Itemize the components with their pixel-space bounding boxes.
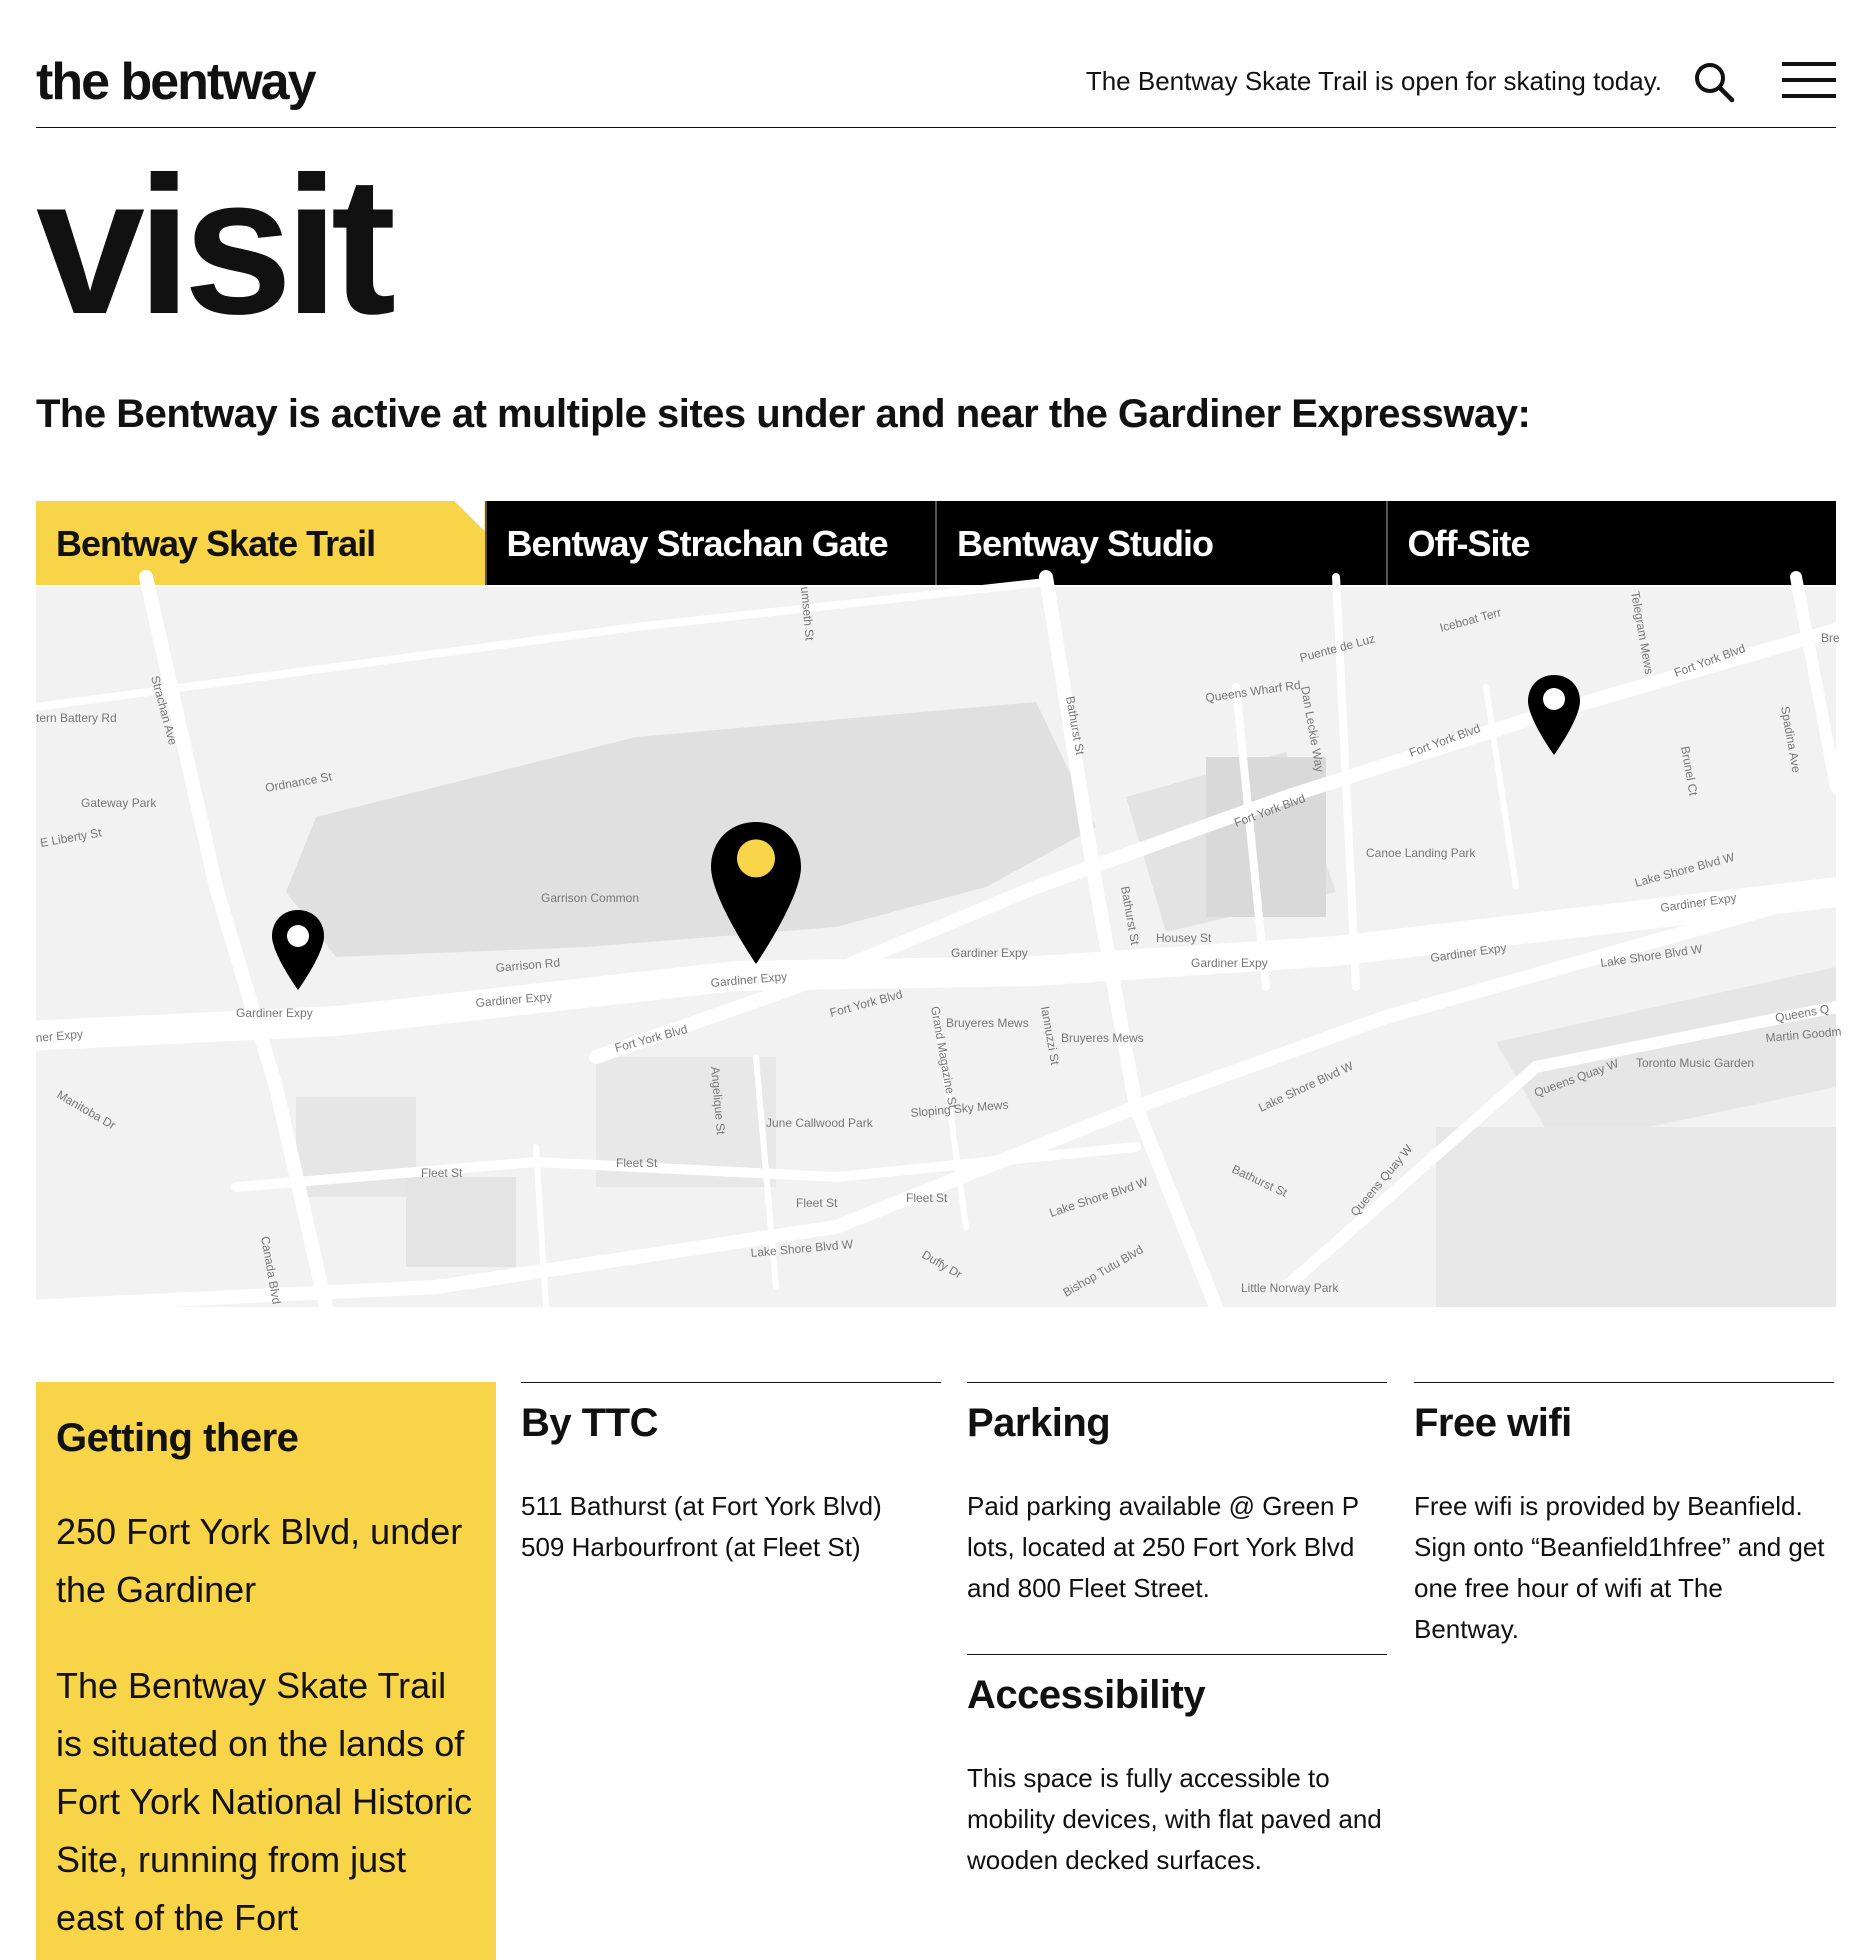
map-label-queens-quay-1: Queens Quay W	[1532, 1056, 1621, 1100]
map-label-gardiner-3: Gardiner Expy	[710, 969, 788, 990]
map-label-queens-wharf: Queens Wharf Rd	[1204, 677, 1302, 705]
map-label-bathurst-1: Bathurst St	[1063, 695, 1088, 756]
tab-bentway-skate-trail[interactable]: Bentway Skate Trail	[36, 501, 485, 585]
site-map[interactable]	[35, 586, 1843, 1307]
map-label-canoe-landing: Canoe Landing Park	[1366, 846, 1476, 860]
map-pin-studio[interactable]	[1528, 675, 1580, 755]
parking-text: Paid parking available @ Green P lots, located at 250 Fort York Blvd and 800 Fleet Street.	[967, 1491, 1359, 1603]
ttc-route-509: 509 Harbourfront (at Fleet St)	[521, 1532, 861, 1562]
map-label-lake-shore-4: Lake Shore Blvd W	[1047, 1174, 1150, 1220]
getting-there-card	[36, 1382, 496, 1960]
getting-there-address: 250 Fort York Blvd, under the Gardiner	[56, 1511, 463, 1610]
map-label-fleet-2: Fleet St	[616, 1156, 658, 1170]
map-pin-skate-trail[interactable]	[711, 822, 801, 964]
map-label-lumseth: umseth St	[798, 586, 817, 642]
map-label-queens-q: Queens Q	[1774, 1001, 1831, 1025]
accessibility-text: This space is fully accessible to mobility devices, with flat paved and wooden decked surfaces.	[967, 1763, 1382, 1875]
map-label-iannuzzi: Iannuzzi St	[1038, 1005, 1063, 1066]
map-pin-strachan-gate[interactable]	[272, 910, 324, 990]
intro-text: The Bentway is active at multiple sites under and near the Gardiner Expressway:	[36, 392, 1531, 436]
map-label-dan-leckie: Dan Leckie Way	[1298, 685, 1327, 774]
map-label-fort-york-3: Fort York Blvd	[1672, 641, 1748, 680]
accessibility-title: Accessibility	[967, 1673, 1206, 1717]
tab-bentway-strachan-gate[interactable]: Bentway Strachan Gate	[485, 501, 936, 585]
map-label-fleet-3: Fleet St	[796, 1196, 838, 1210]
map-road-garrison	[36, 582, 1046, 707]
map-label-ordnance: Ordnance St	[264, 769, 333, 795]
tab-off-site[interactable]: Off-Site	[1386, 501, 1837, 585]
map-label-lake-shore-5: Lake Shore Blvd W	[750, 1237, 854, 1260]
map-label-spadina: Spadina Ave	[1778, 705, 1804, 774]
map-label-gardiner-left: ner Expy	[35, 1026, 84, 1045]
parking-title: Parking	[967, 1401, 1111, 1445]
map-label-queens-quay-2: Queens Quay W	[1347, 1141, 1416, 1219]
hamburger-menu-icon[interactable]	[1782, 62, 1836, 98]
tab-bentway-studio[interactable]: Bentway Studio	[935, 501, 1386, 585]
ttc-section	[521, 1382, 941, 1568]
map-label-e-liberty: E Liberty St	[39, 825, 103, 850]
map-label-grand-magazine: Grand Magazine St	[928, 1005, 960, 1110]
map-label-gardiner-6: Gardiner Expy	[1429, 940, 1508, 965]
site-header	[36, 0, 1836, 128]
map-label-toronto-music: Toronto Music Garden	[1636, 1056, 1755, 1070]
map-road-spadina	[1796, 577, 1836, 787]
map-label-lake-shore-3: Lake Shore Blvd W	[1256, 1058, 1356, 1115]
wifi-title: Free wifi	[1414, 1401, 1572, 1445]
map-label-fort-york-4: Fort York Blvd	[613, 1022, 689, 1055]
map-label-fort-york-1: Fort York Blvd	[1232, 791, 1308, 830]
map-label-duffy: Duffy Dr	[919, 1247, 965, 1282]
map-label-manitoba: Manitoba Dr	[54, 1087, 119, 1133]
map-label-martin-goodman: Martin Goodm	[1765, 1024, 1843, 1045]
map-label-gardiner-1: Gardiner Expy	[236, 1006, 313, 1020]
map-label-garrison-rd: Garrison Rd	[495, 955, 561, 975]
map-label-bre: Bre	[1821, 631, 1840, 645]
map-label-fort-york-2: Fort York Blvd	[1407, 721, 1483, 760]
map-road-minor-3	[536, 1147, 546, 1307]
map-block-1	[1206, 757, 1326, 917]
map-label-gardiner-5: Gardiner Expy	[1191, 956, 1268, 970]
map-label-bishop-tutu: Bishop Tutu Blvd	[1060, 1242, 1146, 1300]
page-title: visit	[36, 136, 389, 355]
map-label-puente: Puente de Luz	[1298, 631, 1377, 665]
map-label-canada-blvd: Canada Blvd	[258, 1235, 284, 1306]
map-label-gardiner-7: Gardiner Expy	[1659, 890, 1738, 915]
map-block-2	[1436, 1127, 1836, 1307]
map-label-june-callwood: June Callwood Park	[766, 1116, 873, 1130]
ttc-route-511: 511 Bathurst (at Fort York Blvd)	[521, 1491, 882, 1521]
site-logo[interactable]: the bentway	[36, 53, 315, 111]
map-label-iceboat: Iceboat Terr	[1438, 605, 1503, 635]
map-label-housey: Housey St	[1156, 931, 1212, 945]
map-label-little-norway: Little Norway Park	[1241, 1281, 1339, 1295]
map-label-strachan: Strachan Ave	[148, 674, 181, 747]
getting-there-title: Getting there	[56, 1416, 299, 1460]
map-label-brunel: Brunel Ct	[1678, 745, 1701, 797]
map-label-lake-shore-2: Lake Shore Blvd W	[1599, 941, 1704, 970]
site-tabs	[36, 501, 1836, 585]
map-label-bruyeres-2: Bruyeres Mews	[1061, 1031, 1144, 1045]
map-road-minor-4	[1486, 687, 1516, 887]
map-label-bathurst-2: Bathurst St	[1118, 885, 1143, 946]
map-label-sloping-sky: Sloping Sky Mews	[910, 1097, 1009, 1120]
map-label-garrison-common: Garrison Common	[541, 891, 640, 905]
map-label-fort-york-5: Fort York Blvd	[828, 987, 904, 1020]
map-block-5	[406, 1177, 516, 1267]
map-label-bruyeres-1: Bruyeres Mews	[946, 1016, 1029, 1030]
map-label-bathurst-3: Bathurst St	[1229, 1162, 1290, 1200]
map-label-angelique: Angelique St	[708, 1066, 728, 1136]
map-label-gardiner-2: Gardiner Expy	[475, 989, 553, 1010]
map-label-fleet-4: Fleet St	[906, 1191, 948, 1205]
map-label-telegram: Telegram Mews	[1628, 590, 1657, 676]
map-label-western-battery: tern Battery Rd	[36, 711, 117, 725]
map-label-fleet-1: Fleet St	[421, 1166, 463, 1180]
ttc-routes	[521, 1486, 941, 1568]
wifi-text: Free wifi is provided by Beanfield. Sign onto “Beanfield1hfree” and get one free hour of wifi at The Bentway.	[1414, 1491, 1825, 1644]
map-label-lake-shore-1: Lake Shore Blvd W	[1633, 849, 1736, 890]
getting-there-description: The Bentway Skate Trail is situated on the lands of Fort York National Historic Site, running from just east of the Fort	[56, 1665, 473, 1938]
accessibility-section	[967, 1654, 1387, 1881]
map-label-gateway-park: Gateway Park	[81, 796, 157, 810]
parking-section	[967, 1382, 1387, 1609]
search-icon[interactable]	[1694, 62, 1734, 102]
map-label-gardiner-4: Gardiner Expy	[951, 946, 1028, 960]
wifi-section	[1414, 1382, 1834, 1650]
status-message: The Bentway Skate Trail is open for skating today.	[1085, 66, 1662, 96]
ttc-title: By TTC	[521, 1401, 658, 1445]
